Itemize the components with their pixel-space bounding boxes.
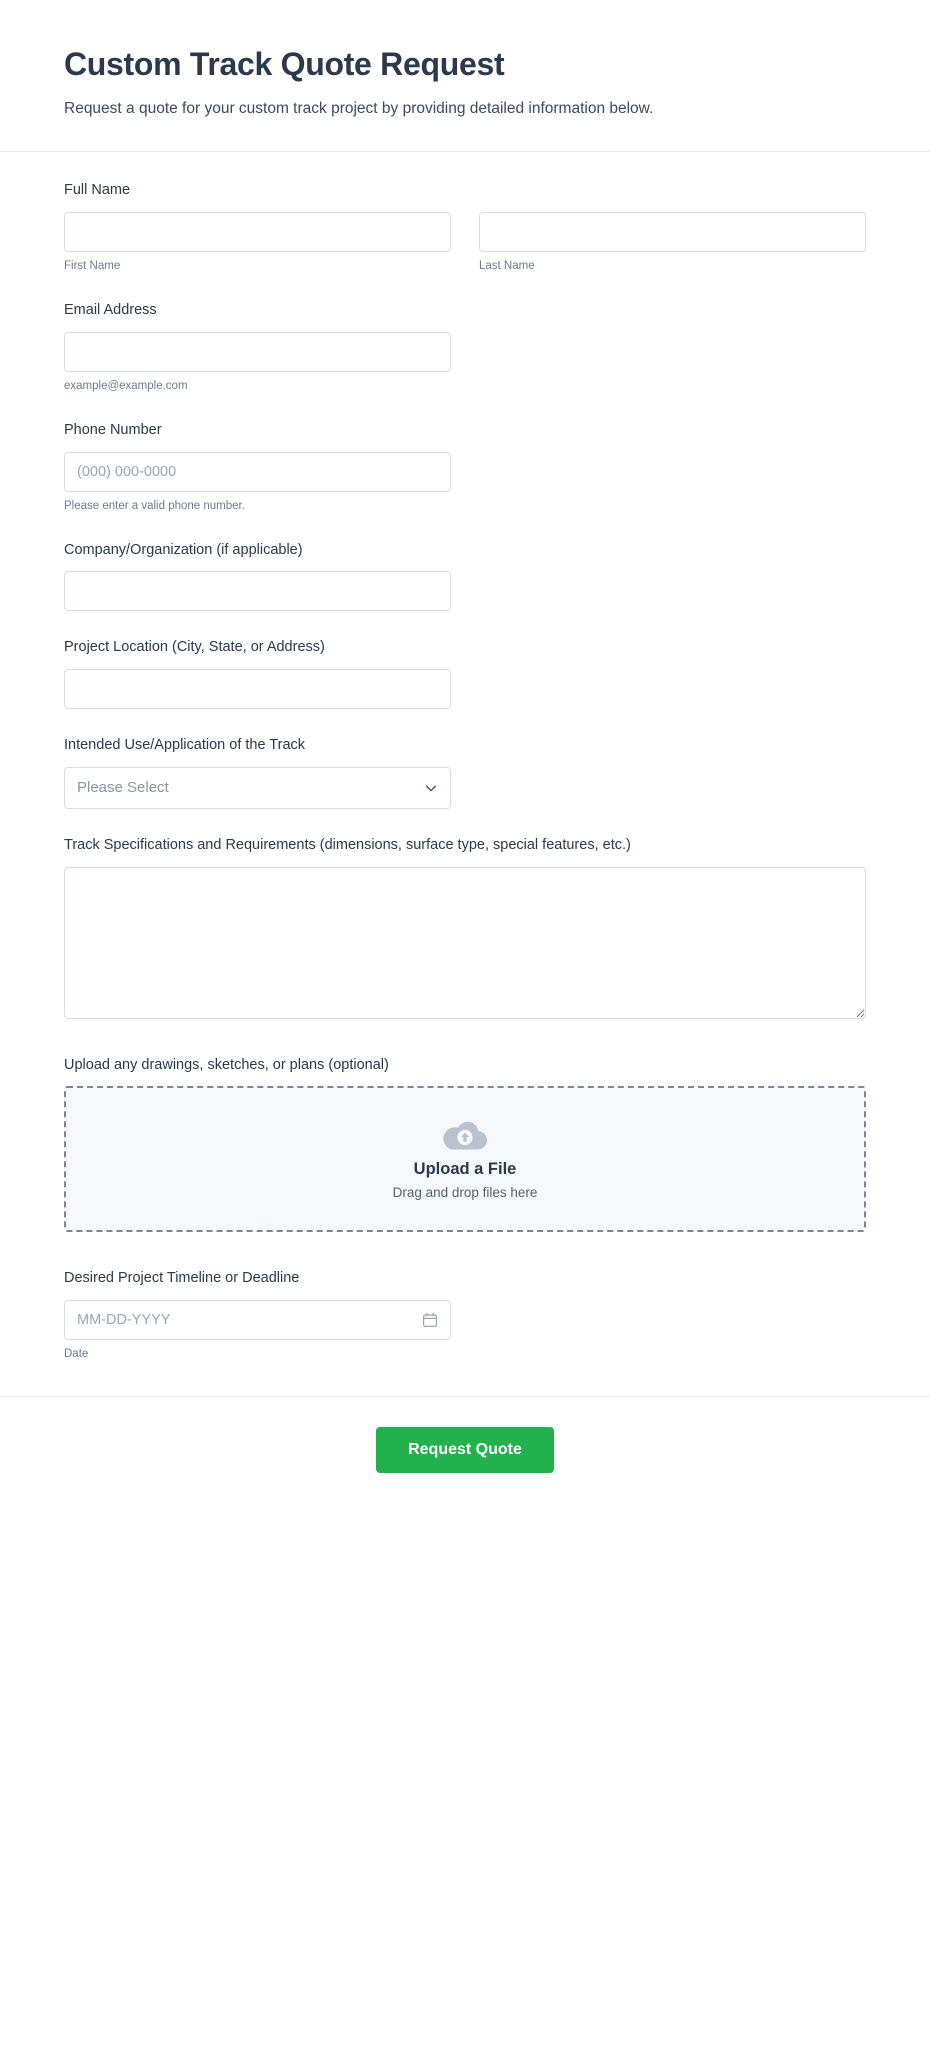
track-specifications-label: Track Specifications and Requirements (dimensions, surface type, special features, etc.): [64, 836, 631, 853]
form-body: [0, 152, 930, 1362]
field-email: [64, 300, 866, 394]
project-location-label: Project Location (City, State, or Address): [64, 639, 325, 656]
last-name-sublabel: Last Name: [479, 259, 535, 272]
last-name-group: [479, 212, 866, 274]
file-upload-title: Upload a File: [413, 1160, 517, 1179]
page-title: Custom Track Quote Request: [64, 46, 505, 82]
project-timeline-date-wrap: [64, 1300, 451, 1340]
phone-input[interactable]: [64, 452, 451, 492]
field-project-timeline: [64, 1268, 866, 1362]
company-label: Company/Organization (if applicable): [64, 541, 303, 558]
full-name-label: Full Name: [64, 182, 131, 199]
field-full-name: [64, 180, 866, 274]
project-location-input[interactable]: [64, 669, 451, 709]
first-name-group: [64, 212, 451, 274]
full-name-row: [64, 212, 866, 274]
field-file-upload: [64, 1055, 866, 1233]
intended-use-select-wrap: [64, 767, 451, 809]
project-timeline-input[interactable]: [64, 1300, 451, 1340]
field-project-location: [64, 637, 866, 709]
first-name-sublabel: First Name: [64, 259, 121, 272]
form-header: [0, 0, 930, 152]
track-specifications-textarea[interactable]: [64, 867, 866, 1019]
phone-label: Phone Number: [64, 421, 162, 438]
company-input[interactable]: [64, 571, 451, 611]
field-phone: [64, 420, 866, 514]
page-subtitle: Request a quote for your custom track project by providing detailed information below.: [64, 100, 654, 117]
email-input[interactable]: [64, 332, 451, 372]
last-name-input[interactable]: [479, 212, 866, 252]
file-drop-zone[interactable]: [64, 1086, 866, 1232]
phone-sublabel: Please enter a valid phone number.: [64, 499, 245, 512]
intended-use-label: Intended Use/Application of the Track: [64, 737, 306, 754]
intended-use-select[interactable]: [64, 767, 451, 809]
first-name-input[interactable]: [64, 212, 451, 252]
project-timeline-label: Desired Project Timeline or Deadline: [64, 1270, 300, 1287]
file-upload-hint: Drag and drop files here: [392, 1185, 538, 1201]
email-sublabel: example@example.com: [64, 379, 188, 392]
project-timeline-sublabel: Date: [64, 1348, 89, 1361]
submit-button[interactable]: Request Quote: [376, 1427, 554, 1473]
form-footer: [0, 1396, 930, 1517]
field-track-specifications: [64, 835, 866, 1019]
cloud-upload-icon: [442, 1118, 488, 1152]
email-label: Email Address: [64, 301, 157, 318]
field-company: [64, 540, 866, 612]
field-intended-use: [64, 735, 866, 809]
file-upload-label: Upload any drawings, sketches, or plans (optional): [64, 1056, 389, 1073]
